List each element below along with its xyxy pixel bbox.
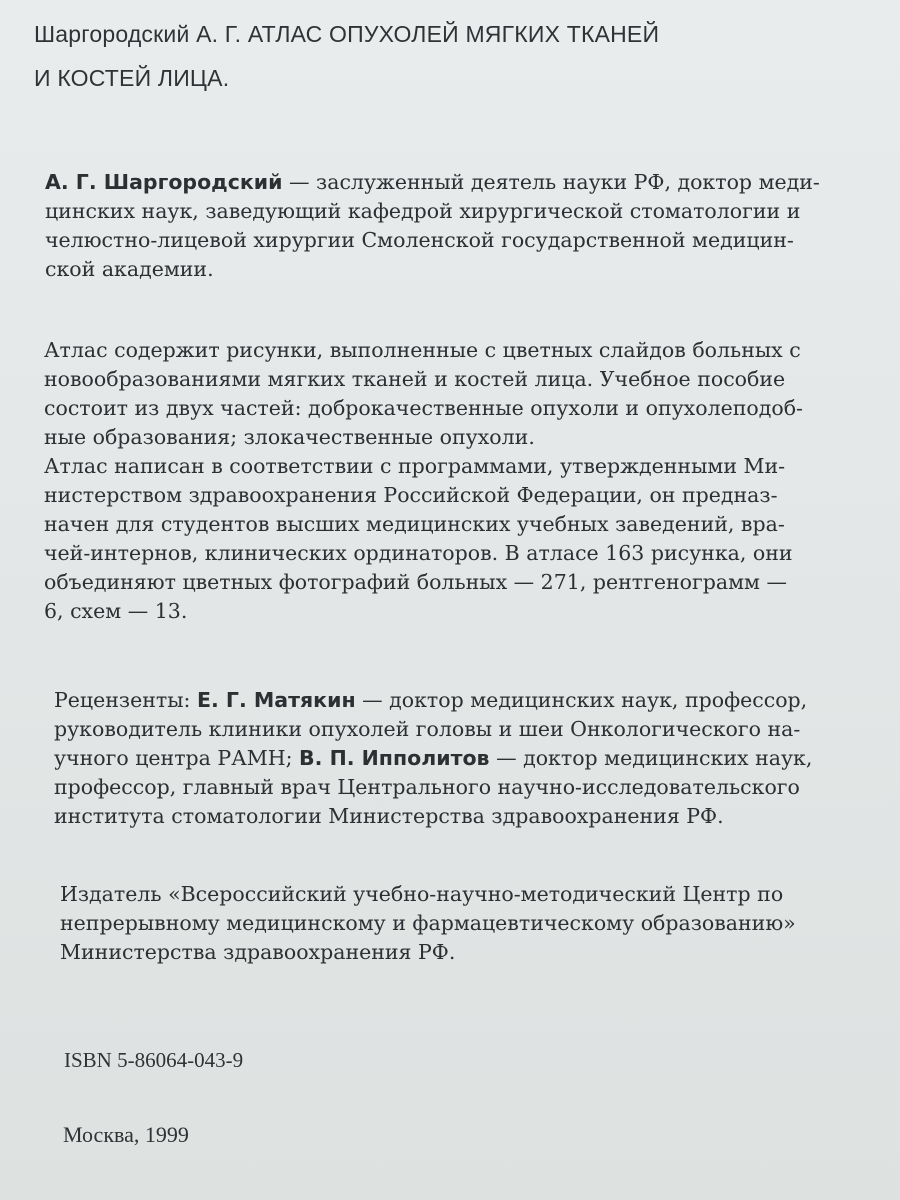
book-annotation — [44, 336, 862, 626]
annotation-line-2: новообразованиями мягких тканей и костей лица. Учебное пособие — [44, 367, 786, 391]
header-line-2: И КОСТЕЙ ЛИЦА. — [34, 65, 230, 91]
annotation-line-1: Атлас содержит рисунки, выполненные с цветных слайдов больных с — [44, 338, 801, 362]
author-line-1-rest: — заслуженный деятель науки РФ, доктор меди- — [282, 170, 820, 194]
reviewers-line-1 — [54, 686, 874, 715]
header-line-1: Шаргородский А. Г. АТЛАС ОПУХОЛЕЙ МЯГКИХ ТКАНЕЙ — [34, 21, 660, 47]
annotation-line-8: чей-интернов, клинических ординаторов. В атласе 163 рисунка, они — [44, 541, 793, 565]
author-bio — [45, 168, 850, 284]
annotation-line-5: Атлас написан в соответствии с программами, утвержденными Ми- — [44, 454, 786, 478]
author-line-4: ской академии. — [45, 257, 214, 281]
publisher-line-3: Министерства здравоохранения РФ. — [60, 940, 456, 964]
reviewers-line-3-rest: — доктор медицинских наук, — [489, 746, 813, 770]
publisher-line-1: Издатель «Всероссийский учебно-научно-методический Центр по — [60, 882, 784, 906]
reviewer-1-name: Е. Г. Матякин — [196, 688, 356, 712]
city-year: Москва, 1999 — [63, 1122, 189, 1147]
annotation-line-3: состоит из двух частей: доброкачественные опухоли и опухолеподоб- — [44, 396, 803, 420]
reviewer-2-name: В. П. Ипполитов — [299, 746, 490, 770]
annotation-line-4: ные образования; злокачественные опухоли. — [44, 425, 535, 449]
author-name: А. Г. Шаргородский — [45, 170, 283, 194]
annotation-line-10: 6, схем — 13. — [44, 599, 188, 623]
publisher-line-2: непрерывному медицинскому и фармацевтическому образованию» — [60, 911, 796, 935]
reviewers-line-1-rest: — доктор медицинских наук, профессор, — [355, 688, 808, 712]
book-title-header — [34, 12, 854, 100]
reviewers-label: Рецензенты: — [54, 688, 197, 712]
reviewers-line-3-start: учного центра РАМН; — [54, 746, 300, 770]
author-line-3: челюстно-лицевой хирургии Смоленской государственной медицин- — [45, 228, 794, 252]
author-line-1 — [45, 168, 850, 197]
reviewers-line-3 — [54, 744, 874, 773]
reviewers-line-2: руководитель клиники опухолей головы и шеи Онкологического на- — [54, 717, 801, 741]
reviewers-line-4: профессор, главный врач Центрального научно-исследовательского — [54, 775, 800, 799]
annotation-line-9: объединяют цветных фотографий больных — 271, рентгенограмм — — [44, 570, 787, 594]
reviewers-line-5: института стоматологии Министерства здравоохранения РФ. — [54, 804, 724, 828]
author-line-2: цинских наук, заведующий кафедрой хирургической стоматологии и — [45, 199, 801, 223]
reviewers-section — [54, 686, 874, 831]
isbn-number: ISBN 5-86064-043-9 — [64, 1048, 244, 1072]
publisher-section — [60, 880, 870, 967]
annotation-line-7: начен для студентов высших медицинских учебных заведений, вра- — [44, 512, 785, 536]
annotation-line-6: нистерством здравоохранения Российской Федерации, он предназ- — [44, 483, 778, 507]
